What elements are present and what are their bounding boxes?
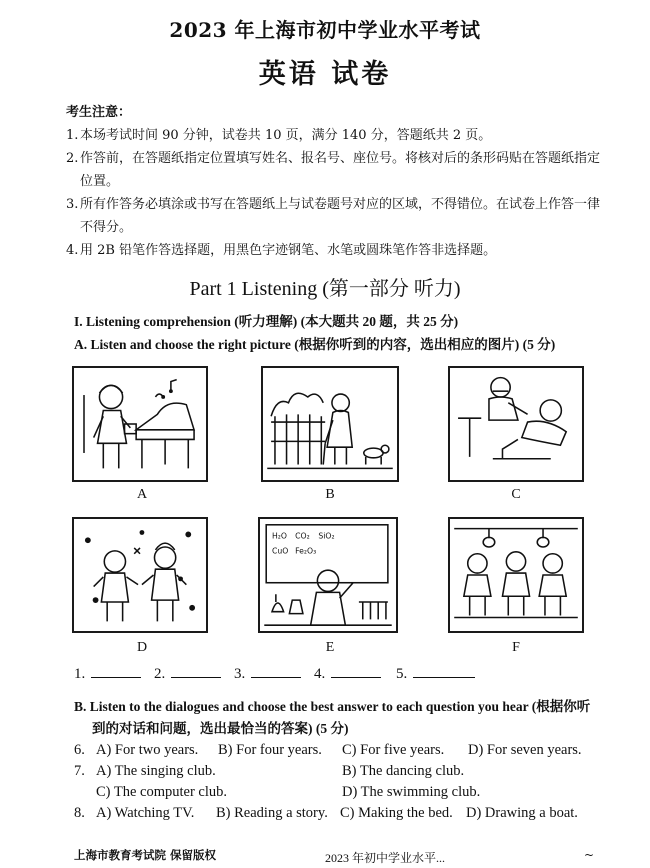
option-d: D) The swimming club. bbox=[342, 784, 481, 800]
note-number: 2. bbox=[66, 151, 79, 166]
note-item bbox=[66, 193, 606, 239]
note-text: 所有作答务必填涂或书写在答题纸上与试卷题号对应的区域，不得错位。在试卷上作答一律不得分。 bbox=[80, 197, 601, 235]
blank-item bbox=[314, 664, 381, 683]
picture-a-label: A bbox=[136, 487, 148, 502]
note-text: 本场考试时间 90 分钟，试卷共 10 页，满分 140 分，答题纸共 2 页。 bbox=[80, 128, 492, 143]
picture-d-label: D bbox=[136, 640, 148, 655]
option-c: C) The computer club. bbox=[96, 784, 228, 800]
picture-f-label: F bbox=[512, 640, 520, 655]
blank-number: 4. bbox=[314, 666, 326, 682]
exam-subtitle: 2023 年上海市初中学业水平考试 bbox=[169, 18, 481, 42]
note-number: 3. bbox=[66, 197, 79, 212]
footer-copyright: 上海市教育考试院 保留版权 bbox=[74, 848, 217, 862]
answer-blank[interactable] bbox=[91, 664, 141, 678]
children-snow-illustration bbox=[74, 519, 206, 631]
option-a: A) For two years. bbox=[96, 742, 199, 758]
picture-e bbox=[258, 517, 398, 633]
part-title: Part 1 Listening (第一部分 听力) bbox=[189, 278, 461, 300]
note-number: 4. bbox=[66, 243, 79, 258]
formula-sio2: SiO₂ bbox=[318, 531, 335, 541]
option-b: B) Reading a story. bbox=[216, 805, 328, 821]
dentist-patient-illustration bbox=[450, 368, 582, 480]
note-number: 1. bbox=[66, 128, 79, 143]
section-I-heading: I. Listening comprehension (听力理解) (本大题共 20 题，共 25 分) bbox=[74, 314, 459, 329]
answer-blank[interactable] bbox=[171, 664, 221, 678]
exam-title: 英语 试卷 bbox=[258, 59, 392, 90]
option-a: A) Watching TV. bbox=[96, 805, 195, 821]
option-d: D) For seven years. bbox=[468, 742, 582, 758]
blank-number: 3. bbox=[234, 666, 246, 682]
question-number: 8. bbox=[74, 805, 85, 821]
footer-page-mark: ~ bbox=[584, 848, 595, 862]
note-text: 用 2B 铅笔作答选择题，用黑色字迹钢笔、水笔或圆珠笔作答非选择题。 bbox=[80, 243, 497, 258]
answer-blank[interactable] bbox=[251, 664, 301, 678]
section-A-heading: A. Listen and choose the right picture (根据你听到的内容，选出相应的图片) (5 分) bbox=[74, 337, 556, 352]
blank-number: 1. bbox=[74, 666, 86, 682]
picture-a bbox=[72, 366, 208, 482]
section-B-heading-line1: B. Listen to the dialogues and choose the best answer to each question you hear (根据你听 bbox=[74, 699, 591, 714]
option-b: B) The dancing club. bbox=[342, 763, 465, 779]
old-lady-dog-illustration bbox=[263, 368, 397, 480]
blank-number: 2. bbox=[154, 666, 166, 682]
picture-b bbox=[261, 366, 399, 482]
boy-piano-illustration bbox=[74, 368, 206, 480]
formula-fe2o3: Fe₂O₃ bbox=[295, 546, 317, 556]
picture-e-label: E bbox=[325, 640, 335, 655]
blank-item bbox=[234, 664, 301, 683]
blank-number: 5. bbox=[396, 666, 408, 682]
blank-item bbox=[396, 664, 475, 683]
notes-heading: 考生注意： bbox=[66, 105, 132, 120]
formula-h2o: H₂O bbox=[272, 531, 287, 541]
picture-d bbox=[72, 517, 208, 633]
formula-cuo: CuO bbox=[272, 546, 289, 556]
question-number: 7. bbox=[74, 763, 85, 779]
picture-b-label: B bbox=[325, 487, 335, 502]
candidate-notes bbox=[66, 101, 606, 262]
picture-f bbox=[448, 517, 584, 633]
picture-c bbox=[448, 366, 584, 482]
children-subway-illustration bbox=[450, 519, 582, 631]
option-c: C) Making the bed. bbox=[340, 805, 453, 821]
note-item bbox=[66, 239, 606, 262]
option-b: B) For four years. bbox=[218, 742, 322, 758]
note-item bbox=[66, 124, 606, 147]
note-text: 作答前，在答题纸指定位置填写姓名、报名号、座位号。将核对后的条形码贴在答题纸指定位置。 bbox=[80, 151, 601, 189]
question-number: 6. bbox=[74, 742, 85, 758]
answer-blank[interactable] bbox=[331, 664, 381, 678]
blank-item bbox=[154, 664, 221, 683]
answer-blank[interactable] bbox=[413, 664, 475, 678]
blank-item bbox=[74, 664, 141, 683]
note-item bbox=[66, 147, 606, 193]
option-a: A) The singing club. bbox=[96, 763, 216, 779]
option-d: D) Drawing a boat. bbox=[466, 805, 578, 821]
section-B-heading-line2: 到的对话和问题，选出最恰当的答案) (5 分) bbox=[92, 721, 349, 736]
picture-c-label: C bbox=[511, 487, 521, 502]
formula-co2: CO₂ bbox=[295, 531, 310, 541]
chemistry-teacher-illustration bbox=[260, 519, 396, 631]
option-c: C) For five years. bbox=[342, 742, 445, 758]
footer-exam-name: 2023 年初中学业水平... bbox=[325, 851, 446, 865]
